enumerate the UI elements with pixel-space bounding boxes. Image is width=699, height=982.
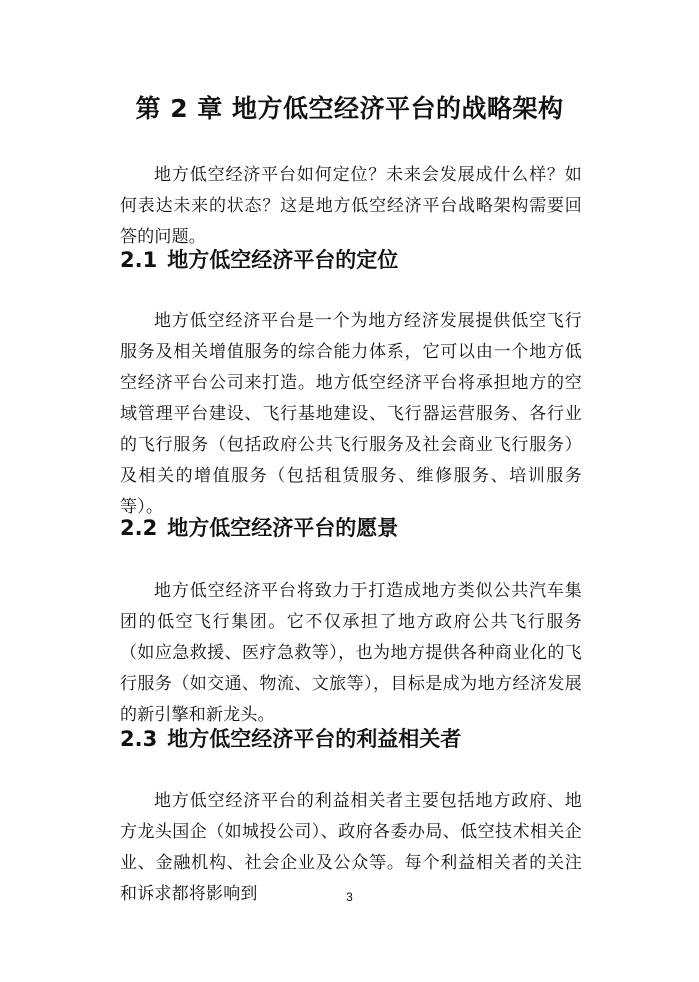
section-title: 地方低空经济平台的定位 — [167, 248, 399, 272]
section-number: 2.2 — [120, 516, 158, 540]
section-title: 地方低空经济平台的愿景 — [167, 516, 399, 540]
section-heading-2-2 — [120, 513, 590, 543]
section-2-3-paragraph: 地方低空经济平台的利益相关者主要包括地方政府、地方龙头国企（如城投公司）、政府各委办局、低空技术相关企业、金融机构、社会企业及公众等。每个利益相关者的关注和诉求都将影响到 — [120, 791, 582, 904]
section-heading-2-1 — [120, 245, 590, 275]
chapter-title: 第 2 章 地方低空经济平台的战略架构 — [135, 94, 564, 123]
section-number: 2.1 — [120, 248, 158, 272]
section-2-1-paragraph: 地方低空经济平台是一个为地方经济发展提供低空飞行服务及相关增值服务的综合能力体系，它可以由一个地方低空经济平台公司来打造。地方低空经济平台将承担地方的空域管理平台建设、飞行基地建设、飞行器运营服务、各行业的飞行服务（包括政府公共飞行服务及社会商业飞行服务）及相关的增值服务（包括租赁服务、维修服务、培训服务等）。 — [120, 311, 582, 517]
section-number: 2.3 — [120, 727, 158, 751]
chapter-intro-paragraph: 地方低空经济平台如何定位？未来会发展成什么样？如何表达未来的状态？这是地方低空经济平台战略架构需要回答的问题。 — [120, 165, 582, 247]
section-2-2-paragraph: 地方低空经济平台将致力于打造成地方类似公共汽车集团的低空飞行集团。它不仅承担了地方政府公共飞行服务（如应急救援、医疗急救等），也为地方提供各种商业化的飞行服务（如交通、物流、文旅等），目标是成为地方经济发展的新引擎和新龙头。 — [120, 581, 582, 725]
page-number: 3 — [346, 890, 353, 904]
section-title: 地方低空经济平台的利益相关者 — [167, 727, 462, 751]
section-heading-2-3 — [120, 724, 590, 754]
